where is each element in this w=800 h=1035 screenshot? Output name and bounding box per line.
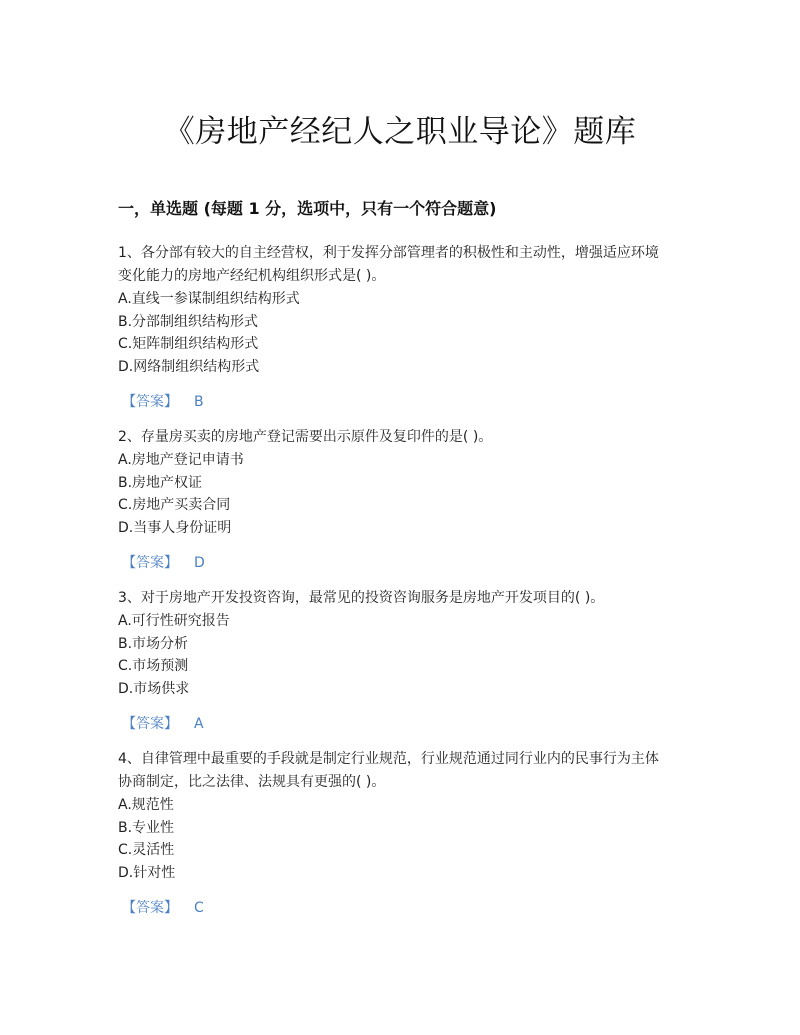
question-stem-line: 协商制定，比之法律、法规具有更强的( )。 — [118, 774, 386, 790]
answer-label: 【答案】 — [122, 555, 178, 571]
document-title: 《房地产经纪人之职业导论》题库 — [163, 114, 637, 150]
option-c: C.市场预测 — [118, 658, 189, 674]
question-3 — [118, 587, 688, 735]
question-stem-line: 3、对于房地产开发投资咨询，最常见的投资咨询服务是房地产开发项目的( )。 — [118, 590, 605, 606]
option-a: A.直线一参谋制组织结构形式 — [118, 291, 300, 307]
option-b: B.市场分析 — [118, 635, 189, 652]
option-b: B.分部制组织结构形式 — [118, 313, 259, 330]
section-heading: 一，单选题 (每题 1 分，选项中，只有一个符合题意) — [118, 199, 497, 218]
option-d: D.网络制组织结构形式 — [118, 358, 260, 375]
answer-line — [122, 391, 688, 413]
question-stem-line: 变化能力的房地产经纪机构组织形式是( )。 — [118, 268, 386, 284]
question-4 — [118, 748, 688, 919]
answer-value: D — [194, 555, 205, 571]
option-c: C.灵活性 — [118, 842, 175, 858]
question-stem-line: 1、各分部有较大的自主经营权，利于发挥分部管理者的积极性和主动性，增强适应环境 — [118, 245, 659, 261]
option-a: A.房地产登记申请书 — [118, 452, 244, 468]
answer-value: C — [194, 900, 204, 916]
option-b: B.房地产权证 — [118, 474, 203, 491]
answer-value: A — [194, 716, 204, 732]
answer-value: B — [194, 394, 204, 410]
answer-line — [122, 713, 688, 735]
option-d: D.市场供求 — [118, 680, 190, 697]
question-1 — [118, 242, 688, 413]
option-c: C.房地产买卖合同 — [118, 497, 231, 513]
answer-line — [122, 897, 688, 919]
option-c: C.矩阵制组织结构形式 — [118, 336, 259, 352]
option-b: B.专业性 — [118, 819, 175, 836]
answer-label: 【答案】 — [122, 716, 178, 732]
answer-line — [122, 552, 688, 574]
option-d: D.针对性 — [118, 864, 176, 881]
question-stem-line: 4、自律管理中最重要的手段就是制定行业规范，行业规范通过同行业内的民事行为主体 — [118, 751, 659, 767]
answer-label: 【答案】 — [122, 394, 178, 410]
question-stem-line: 2、存量房买卖的房地产登记需要出示原件及复印件的是( )。 — [118, 429, 493, 445]
answer-label: 【答案】 — [122, 900, 178, 916]
question-list — [118, 242, 688, 932]
question-2 — [118, 426, 688, 574]
option-d: D.当事人身份证明 — [118, 519, 232, 536]
option-a: A.可行性研究报告 — [118, 613, 230, 629]
option-a: A.规范性 — [118, 797, 174, 813]
